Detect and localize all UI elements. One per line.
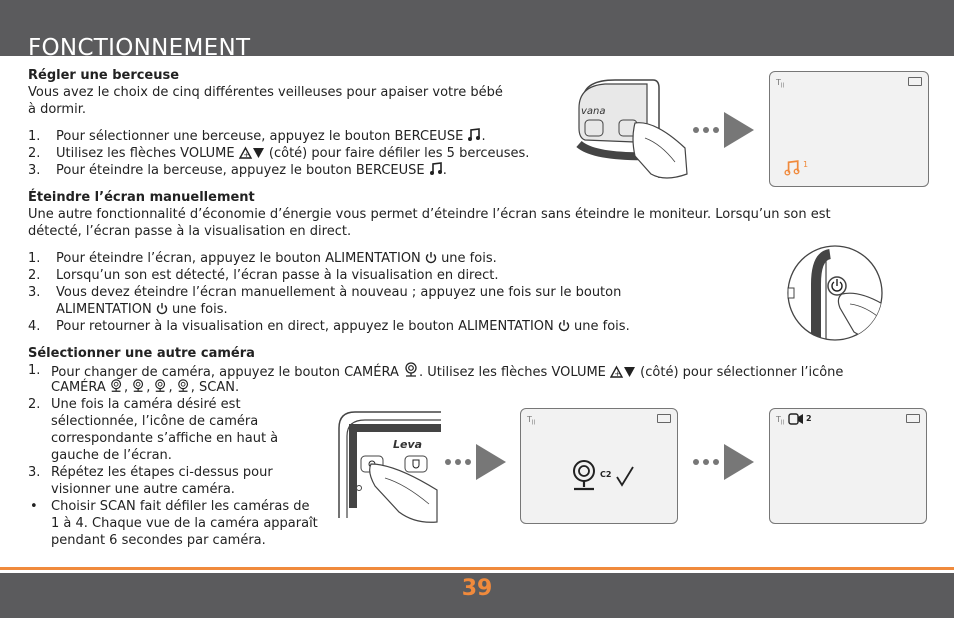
section-title-lullaby: Régler une berceuse (28, 68, 180, 83)
screen-off-step-2: Lorsqu’un son est détecté, l’écran passe à la visualisation en direct. (56, 268, 499, 283)
step-number: 3. (28, 285, 41, 300)
screen-off-intro-line1: Une autre fonctionnalité d’économie d’énergie vous permet d’éteindre l’écran sans éteindre le moniteur. Lorsqu’un son est (28, 207, 831, 222)
battery-icon (906, 414, 920, 423)
device-brand: Leva (393, 438, 423, 451)
step-text-end: (côté) pour faire défiler les 5 berceuses. (268, 146, 530, 161)
lullaby-number: 1 (803, 160, 809, 169)
music-note-icon (429, 162, 443, 176)
camera-number: 2 (806, 414, 812, 423)
power-icon (425, 251, 437, 264)
lullaby-intro-line2: à dormir. (28, 102, 86, 117)
monitor-screen-lullaby (769, 71, 929, 187)
step-text: Pour éteindre l’écran, appuyez le bouton ALIMENTATION (56, 251, 421, 266)
signal-icon: $T_{ll}$ (527, 415, 536, 427)
step-number: 2. (28, 397, 41, 412)
screen-off-step-4 (56, 318, 630, 335)
step-text: ALIMENTATION (56, 302, 152, 317)
step-number: 2. (28, 146, 41, 161)
step-text-end: une fois. (441, 251, 497, 266)
camera-step-2-line1: Une fois la caméra désiré est (51, 397, 241, 412)
step-number: 1. (28, 363, 41, 378)
step-text: Pour changer de caméra, appuyez le bouton CAMÉRA (51, 365, 399, 380)
camera-icon (569, 459, 599, 493)
step-number: 1. (28, 129, 41, 144)
power-icon (558, 319, 570, 332)
power-button-illustration (786, 244, 884, 342)
music-note-icon (784, 160, 800, 176)
step-number: 3. (28, 163, 41, 178)
music-note-icon (467, 128, 481, 142)
step-number: 4. (28, 319, 41, 334)
step-text: Pour retourner à la visualisation en direct, appuyez le bouton ALIMENTATION (56, 319, 554, 334)
camera-step-1-line2: CAMÉRA , , , , SCAN. (51, 380, 240, 395)
section-title-camera: Sélectionner une autre caméra (28, 346, 255, 361)
screen-off-step-3: Vous devez éteindre l’écran manuellement à nouveau ; appuyez une fois sur le bouton (56, 285, 622, 300)
transition-arrow (692, 440, 758, 484)
step-text-end: . (442, 163, 447, 178)
camera-note-line3: pendant 6 secondes par caméra. (51, 533, 266, 548)
monitor-lullaby-button-illustration (575, 78, 695, 188)
step-text: , SCAN. (190, 380, 240, 395)
volume-arrows-icon (610, 365, 636, 378)
lullaby-step-1 (56, 128, 486, 145)
screen-off-step-1 (56, 250, 497, 267)
camera-note-line2: 1 à 4. Chaque vue de la caméra apparaît (51, 516, 318, 531)
monitor-screen-camera-active (769, 408, 927, 524)
step-text: Utilisez les flèches VOLUME (56, 146, 235, 161)
device-brand: vana (581, 106, 606, 117)
screen-off-intro-line2: détecté, l’écran passe à la visualisation en direct. (28, 224, 352, 239)
camera-1-icon (110, 379, 124, 393)
section-title-screen-off: Éteindre l’écran manuellement (28, 190, 255, 205)
camera-2-icon (132, 379, 146, 393)
step-text-end: . (481, 129, 486, 144)
signal-icon: $T_{ll}$ (776, 78, 785, 90)
power-icon (156, 302, 168, 315)
battery-icon (908, 77, 922, 86)
lullaby-step-3 (56, 162, 447, 179)
camera-step-2-line4: gauche de l’écran. (51, 448, 172, 463)
step-number: 1. (28, 251, 41, 266)
step-text: Pour éteindre la berceuse, appuyez le bouton BERCEUSE (56, 163, 425, 178)
signal-icon: $T_{ll}$ (776, 415, 785, 427)
step-text: Pour sélectionner une berceuse, appuyez le bouton BERCEUSE (56, 129, 464, 144)
step-number: 3. (28, 465, 41, 480)
step-text: CAMÉRA (51, 380, 106, 395)
camera-4-icon (177, 379, 191, 393)
page-number: 39 (461, 576, 493, 601)
battery-icon (657, 414, 671, 423)
footer-accent-line (0, 567, 954, 570)
lullaby-intro-line1: Vous avez le choix de cinq différentes veilleuses pour apaiser votre bébé (28, 85, 503, 100)
camera-indicator-icon (788, 412, 804, 426)
bullet: • (30, 499, 38, 514)
svg-text:+: + (243, 151, 250, 159)
camera-step-2-line3: correspondante s’affiche en haut à (51, 431, 279, 446)
monitor-camera-button-illustration (325, 408, 445, 526)
camera-label: C2 (600, 470, 612, 479)
camera-icon (403, 362, 419, 378)
volume-arrows-icon (239, 146, 265, 159)
camera-note-line1: Choisir SCAN fait défiler les caméras de (51, 499, 310, 514)
step-number: 2. (28, 268, 41, 283)
checkmark-icon (615, 465, 635, 487)
camera-3-icon (154, 379, 168, 393)
lullaby-step-2 (56, 145, 529, 162)
svg-text:+: + (614, 370, 621, 378)
page-title: FONCTIONNEMENT (28, 35, 251, 61)
camera-step-3-line2: visionner une autre caméra. (51, 482, 235, 497)
step-text-end: une fois. (171, 302, 228, 317)
transition-arrow (692, 108, 758, 152)
transition-arrow (444, 440, 510, 484)
step-text: . Utilisez les flèches VOLUME (419, 365, 606, 380)
screen-off-step-3-cont (56, 301, 228, 318)
camera-step-2-line2: sélectionnée, l’icône de caméra (51, 414, 259, 429)
step-text-end: une fois. (574, 319, 630, 334)
camera-step-3-line1: Répétez les étapes ci-dessus pour (51, 465, 273, 480)
step-text: (côté) pour sélectionner l’icône (640, 365, 844, 380)
monitor-screen-camera-select (520, 408, 678, 524)
